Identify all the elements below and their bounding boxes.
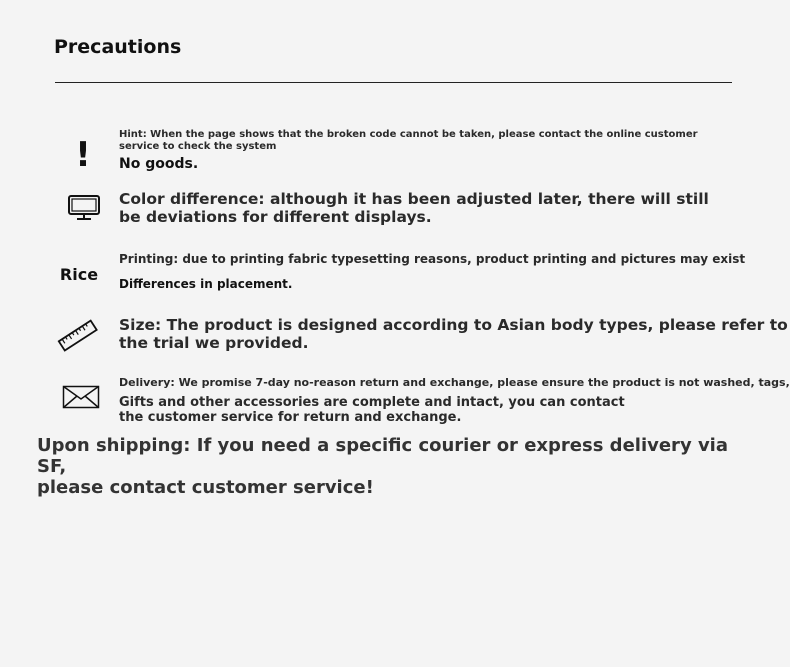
exclamation-icon: ! (75, 135, 91, 175)
shipping-line2: please contact customer service! (37, 477, 374, 498)
delivery-line1: Delivery: We promise 7-day no-reason return and exchange, please ensure the product is not washed, tags, (119, 376, 790, 389)
delivery-line3: the customer service for return and exchange. (119, 410, 462, 425)
size-line1: Size: The product is designed according to Asian body types, please refer to (119, 316, 788, 334)
page-title: Precautions (54, 36, 182, 58)
shipping-notice (37, 435, 757, 498)
rice-label: Rice (59, 264, 99, 284)
envelope-icon (62, 385, 100, 409)
monitor-icon (66, 193, 102, 221)
ruler-icon (56, 318, 100, 354)
hint-text-line2: No goods. (119, 156, 199, 172)
color-difference-line1: Color difference: although it has been adjusted later, there will still (119, 190, 709, 208)
shipping-line1: Upon shipping: If you need a specific courier or express delivery via SF, (37, 435, 728, 477)
printing-line2: Differences in placement. (119, 277, 293, 291)
hint-text-line1: Hint: When the page shows that the broken code cannot be taken, please contact the online customer service to check the system (119, 129, 698, 152)
size-line2: the trial we provided. (119, 334, 309, 352)
color-difference-line2: be deviations for different displays. (119, 208, 432, 226)
printing-line1: Printing: due to printing fabric typesetting reasons, product printing and pictures may exist (119, 252, 746, 266)
delivery-line2: Gifts and other accessories are complete and intact, you can contact (119, 395, 625, 410)
title-divider (55, 82, 732, 83)
